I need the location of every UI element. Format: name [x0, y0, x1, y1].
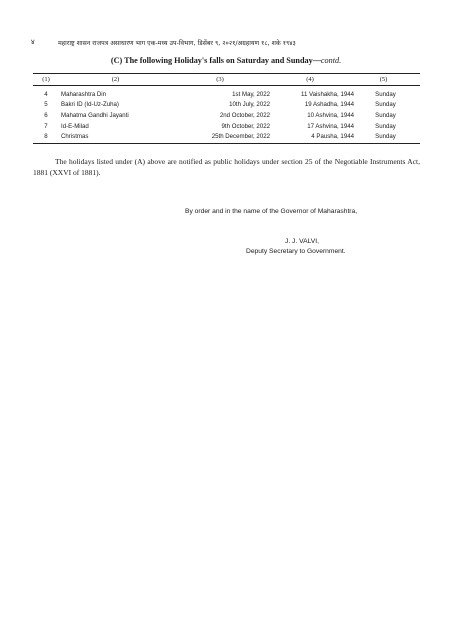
cell-serial: 6 [44, 111, 48, 119]
cell-serial: 5 [44, 101, 48, 109]
column-header: (4) [306, 76, 314, 83]
table-row [33, 100, 420, 111]
column-header: (3) [216, 76, 224, 83]
cell-day: Sunday [375, 111, 396, 119]
cell-day: Sunday [375, 90, 396, 98]
table-row [33, 121, 420, 132]
table-bottom-rule [33, 143, 420, 144]
holiday-table [33, 73, 420, 144]
cell-serial: 8 [44, 133, 48, 141]
cell-date: 2nd October, 2022 [219, 111, 270, 119]
cell-holiday: Bakri ID (Id-Uz-Zuha) [61, 101, 119, 109]
cell-holiday: Mahatma Gandhi Jayanti [61, 111, 129, 119]
cell-saka-date: 19 Ashadha, 1944 [304, 101, 354, 109]
cell-date: 10th July, 2022 [229, 101, 270, 109]
page-number: ४ [31, 38, 35, 46]
cell-serial: 7 [44, 122, 48, 130]
cell-saka-date: 4 Pausha, 1944 [311, 133, 354, 141]
cell-saka-date: 17 Ashvina, 1944 [307, 122, 354, 130]
cell-saka-date: 10 Ashvina, 1944 [307, 111, 354, 119]
cell-day: Sunday [375, 133, 396, 141]
column-header: (1) [42, 76, 50, 83]
order-line: By order and in the name of the Governor of Maharashtra, [185, 208, 358, 215]
cell-date: 9th October, 2022 [221, 122, 270, 130]
column-header: (5) [379, 76, 388, 83]
column-header: (2) [111, 76, 120, 83]
cell-date: 25th December, 2022 [211, 133, 270, 141]
signatory-title: Deputy Secretary to Government. [246, 248, 346, 255]
table-row [33, 110, 420, 121]
cell-saka-date: 11 Vaishakha, 1944 [301, 90, 354, 98]
table-row [33, 89, 420, 100]
cell-date: 1st May, 2022 [232, 90, 270, 98]
cell-holiday: Id-E-Milad [61, 122, 89, 130]
cell-serial: 4 [44, 90, 48, 98]
cell-holiday: Christmas [61, 133, 89, 141]
section-heading-text: (C) The following Holiday's falls on Saturday and Sunday— [110, 56, 321, 65]
table-row [33, 131, 420, 142]
signatory-name: J. J. VALVI, [285, 238, 319, 245]
cell-day: Sunday [375, 101, 396, 109]
section-heading-contd: contd. [320, 56, 342, 65]
running-header: महाराष्ट्र शासन राजपत्र असाधारण भाग एक-मध्य उप-विभाग, डिसेंबर ९, २०२१/अग्रहायण १८, शके १९४३ [58, 40, 296, 47]
cell-holiday: Maharashtra Din [61, 90, 107, 98]
section-heading [0, 56, 452, 65]
table-header-row [33, 74, 420, 85]
cell-day: Sunday [375, 122, 396, 130]
public-holiday-note: The holidays listed under (A) above are notified as public holidays under section 25 of the Negotiable Instruments Act, 1881 (XXVI of 1881). [33, 157, 420, 177]
